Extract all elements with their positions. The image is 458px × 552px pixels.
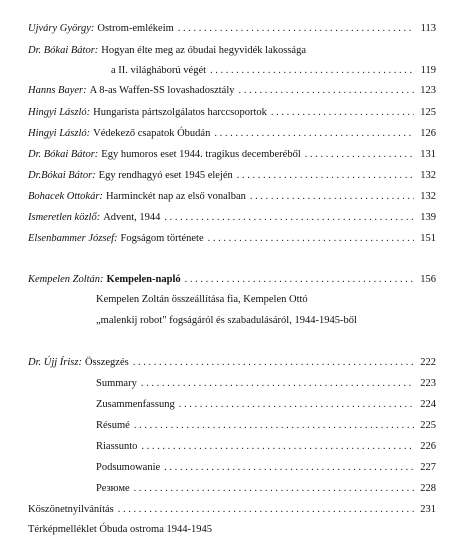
entry-page: 224 <box>420 399 436 410</box>
entry-title: Térképmelléklet Óbuda ostroma 1944-1945 <box>28 524 212 535</box>
toc-entry <box>28 148 436 162</box>
entry-title: Védekező csapatok Óbudán <box>93 128 211 139</box>
toc-entry <box>28 127 436 141</box>
toc-entry <box>28 232 436 246</box>
entry-author: Dr. Bókai Bátor: <box>28 45 99 56</box>
dot-leader <box>118 503 414 517</box>
entry-title: Zusammenfassung <box>96 399 175 410</box>
entry-author: Ismeretlen közlő: <box>28 212 101 223</box>
entry-page: 126 <box>420 128 436 139</box>
toc-entry <box>28 273 436 287</box>
entry-page: 223 <box>420 378 436 389</box>
toc-entry <box>96 482 436 496</box>
toc-entry <box>28 503 436 517</box>
entry-title: Résumé <box>96 420 130 431</box>
entry-page: 227 <box>420 462 436 473</box>
toc-entry <box>28 211 436 225</box>
entry-author: Bohacek Ottokár: <box>28 191 103 202</box>
toc-entry-subtitle <box>96 293 436 307</box>
dot-leader <box>134 482 414 496</box>
entry-page: 228 <box>420 483 436 494</box>
entry-author: Hingyi László: <box>28 128 91 139</box>
dot-leader <box>305 148 414 162</box>
toc-entry <box>28 44 436 58</box>
toc-entry <box>28 84 436 98</box>
dot-leader <box>164 461 414 475</box>
toc-entry <box>96 419 436 433</box>
entry-subtitle: „malenkij robot" fogságáról és szabadulásáról, 1944-1945-ből <box>96 315 357 326</box>
toc-entry <box>28 22 436 36</box>
entry-page: 113 <box>420 23 436 34</box>
entry-author: Hanns Bayer: <box>28 85 87 96</box>
dot-leader <box>239 84 415 98</box>
toc-entry-subtitle <box>96 314 436 328</box>
entry-title: Резюме <box>96 483 130 494</box>
dot-leader <box>178 22 414 36</box>
entry-title: Összegzés <box>84 357 129 368</box>
entry-page: 132 <box>420 191 436 202</box>
toc-entry <box>28 169 436 183</box>
dot-leader <box>185 273 414 287</box>
entry-author: Dr. Újj Írisz: <box>28 357 82 368</box>
toc-entry <box>96 398 436 412</box>
entry-author: Dr. Bókai Bátor: <box>28 149 99 160</box>
entry-author: Hingyi László: <box>28 107 91 118</box>
entry-page: 119 <box>420 65 436 76</box>
entry-page: 139 <box>420 212 436 223</box>
dot-leader <box>237 169 414 183</box>
entry-page: 231 <box>420 504 436 515</box>
entry-title: Harminckét nap az első vonalban <box>105 191 246 202</box>
entry-page: 131 <box>420 149 436 160</box>
dot-leader <box>208 232 414 246</box>
toc-entry <box>28 523 212 537</box>
dot-leader <box>250 190 414 204</box>
dot-leader <box>214 127 414 141</box>
entry-page: 156 <box>420 274 436 285</box>
entry-page: 225 <box>420 420 436 431</box>
toc-entry <box>96 440 436 454</box>
entry-title: Köszönetnyilvánítás <box>28 504 114 515</box>
toc-entry <box>96 377 436 391</box>
entry-title: Ostrom-emlékeim <box>97 23 174 34</box>
entry-title: Advent, 1944 <box>103 212 161 223</box>
entry-title: Riassunto <box>96 441 138 452</box>
entry-title: Kempelen-napló <box>106 274 181 285</box>
entry-page: 132 <box>420 170 436 181</box>
dot-leader <box>133 356 414 370</box>
entry-title: A 8-as Waffen-SS lovashadosztály <box>89 85 235 96</box>
entry-title: Hungarista pártszolgálatos harccsoportok <box>93 107 267 118</box>
entry-subtitle: Kempelen Zoltán összeállítása fia, Kempelen Ottó <box>96 294 308 305</box>
entry-title: Fogságom története <box>120 233 204 244</box>
dot-leader <box>141 440 414 454</box>
entry-page: 123 <box>420 85 436 96</box>
entry-title: Egy humoros eset 1944. tragikus decemberéből <box>101 149 301 160</box>
entry-author: Kempelen Zoltán: <box>28 274 104 285</box>
dot-leader <box>210 64 414 78</box>
entry-title: Egy rendhagyó eset 1945 elején <box>98 170 233 181</box>
dot-leader <box>271 106 414 120</box>
entry-author: Elsenbammer József: <box>28 233 118 244</box>
entry-title: Podsumowanie <box>96 462 161 473</box>
toc-entry <box>96 461 436 475</box>
dot-leader <box>179 398 414 412</box>
entry-page: 226 <box>420 441 436 452</box>
dot-leader <box>134 419 414 433</box>
toc-entry <box>108 64 436 78</box>
toc-entry <box>28 190 436 204</box>
entry-author: Dr.Bókai Bátor: <box>28 170 96 181</box>
entry-page: 125 <box>420 107 436 118</box>
entry-title: a II. világháború végét <box>111 65 207 76</box>
entry-author: Ujváry György: <box>28 23 95 34</box>
entry-title: Summary <box>96 378 137 389</box>
entry-page: 222 <box>420 357 436 368</box>
toc-entry <box>28 356 436 370</box>
toc-entry <box>28 106 436 120</box>
dot-leader <box>164 211 414 225</box>
entry-title: Hogyan élte meg az óbudai hegyvidék lakossága <box>101 45 306 56</box>
dot-leader <box>141 377 414 391</box>
entry-page: 151 <box>420 233 436 244</box>
